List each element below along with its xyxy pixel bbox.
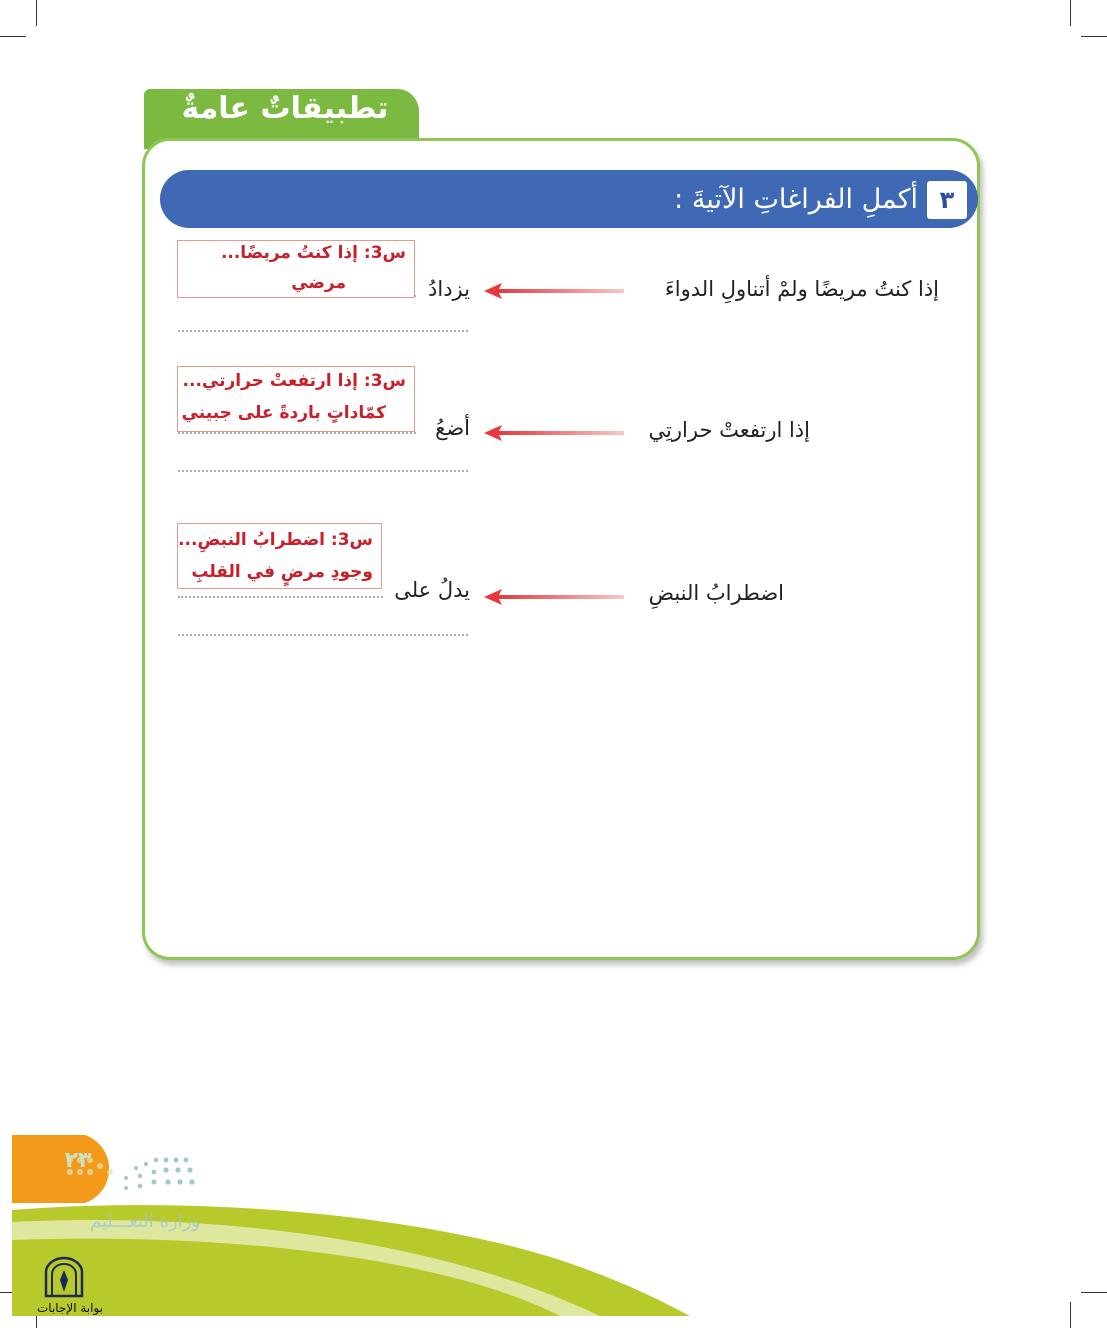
arrow-left-icon xyxy=(484,423,624,443)
crop-mark-top-right-h xyxy=(1081,36,1107,37)
crop-mark-top-left-h xyxy=(0,36,26,37)
answer-line xyxy=(178,470,468,472)
item-2-prompt: إذا ارتفعتْ حرارتِي xyxy=(648,418,810,442)
item-1-answer-box xyxy=(177,240,415,298)
answer-line-1: س3: اضطرابُ النبضِ... xyxy=(178,530,373,550)
watermark-label: بوابة الإجابات xyxy=(36,1301,103,1315)
section-title: تطبيقاتٌ عامةٌ xyxy=(181,91,389,126)
answer-line xyxy=(178,432,416,434)
item-2-answer-box xyxy=(177,366,415,432)
item-1-prompt: إذا كنتُ مريضًا ولمْ أتناولِ الدواءَ xyxy=(664,277,939,301)
item-2-fill-word: أضعُ xyxy=(435,416,470,440)
item-3-prompt: اضطرابُ النبضِ xyxy=(648,581,784,605)
answer-line-2: وجودِ مرضٍ في القلبِ xyxy=(191,562,373,582)
instruction-text: أكملِ الفراغاتِ الآتيةَ : xyxy=(674,184,918,215)
answer-line xyxy=(178,330,468,332)
arrow-left-icon xyxy=(484,587,624,607)
crop-mark-top-right xyxy=(1070,0,1071,26)
answer-line xyxy=(178,634,468,636)
item-1-fill-word: يزدادُ xyxy=(428,277,470,301)
page-number: ٢٣ xyxy=(64,1148,92,1173)
exercise-number: ٣ xyxy=(927,181,967,219)
ministry-logo-text: وزارة التعـــليم xyxy=(89,1211,200,1232)
arrow-left-icon xyxy=(484,281,624,301)
answer-line-2: مرضي xyxy=(291,273,346,293)
answer-line-2: كمّاداتٍ باردةً على جبيني xyxy=(181,403,386,423)
item-3-answer-box xyxy=(177,523,382,589)
answer-line-1: س3: إذا ارتفعتْ حرارتي... xyxy=(182,371,406,391)
crop-mark-top-left xyxy=(36,0,37,26)
answer-line xyxy=(178,596,383,598)
answer-line-1: س3: إذا كنتُ مريضًا... xyxy=(220,243,406,263)
item-3-fill-word: يدلُ على xyxy=(394,578,470,602)
